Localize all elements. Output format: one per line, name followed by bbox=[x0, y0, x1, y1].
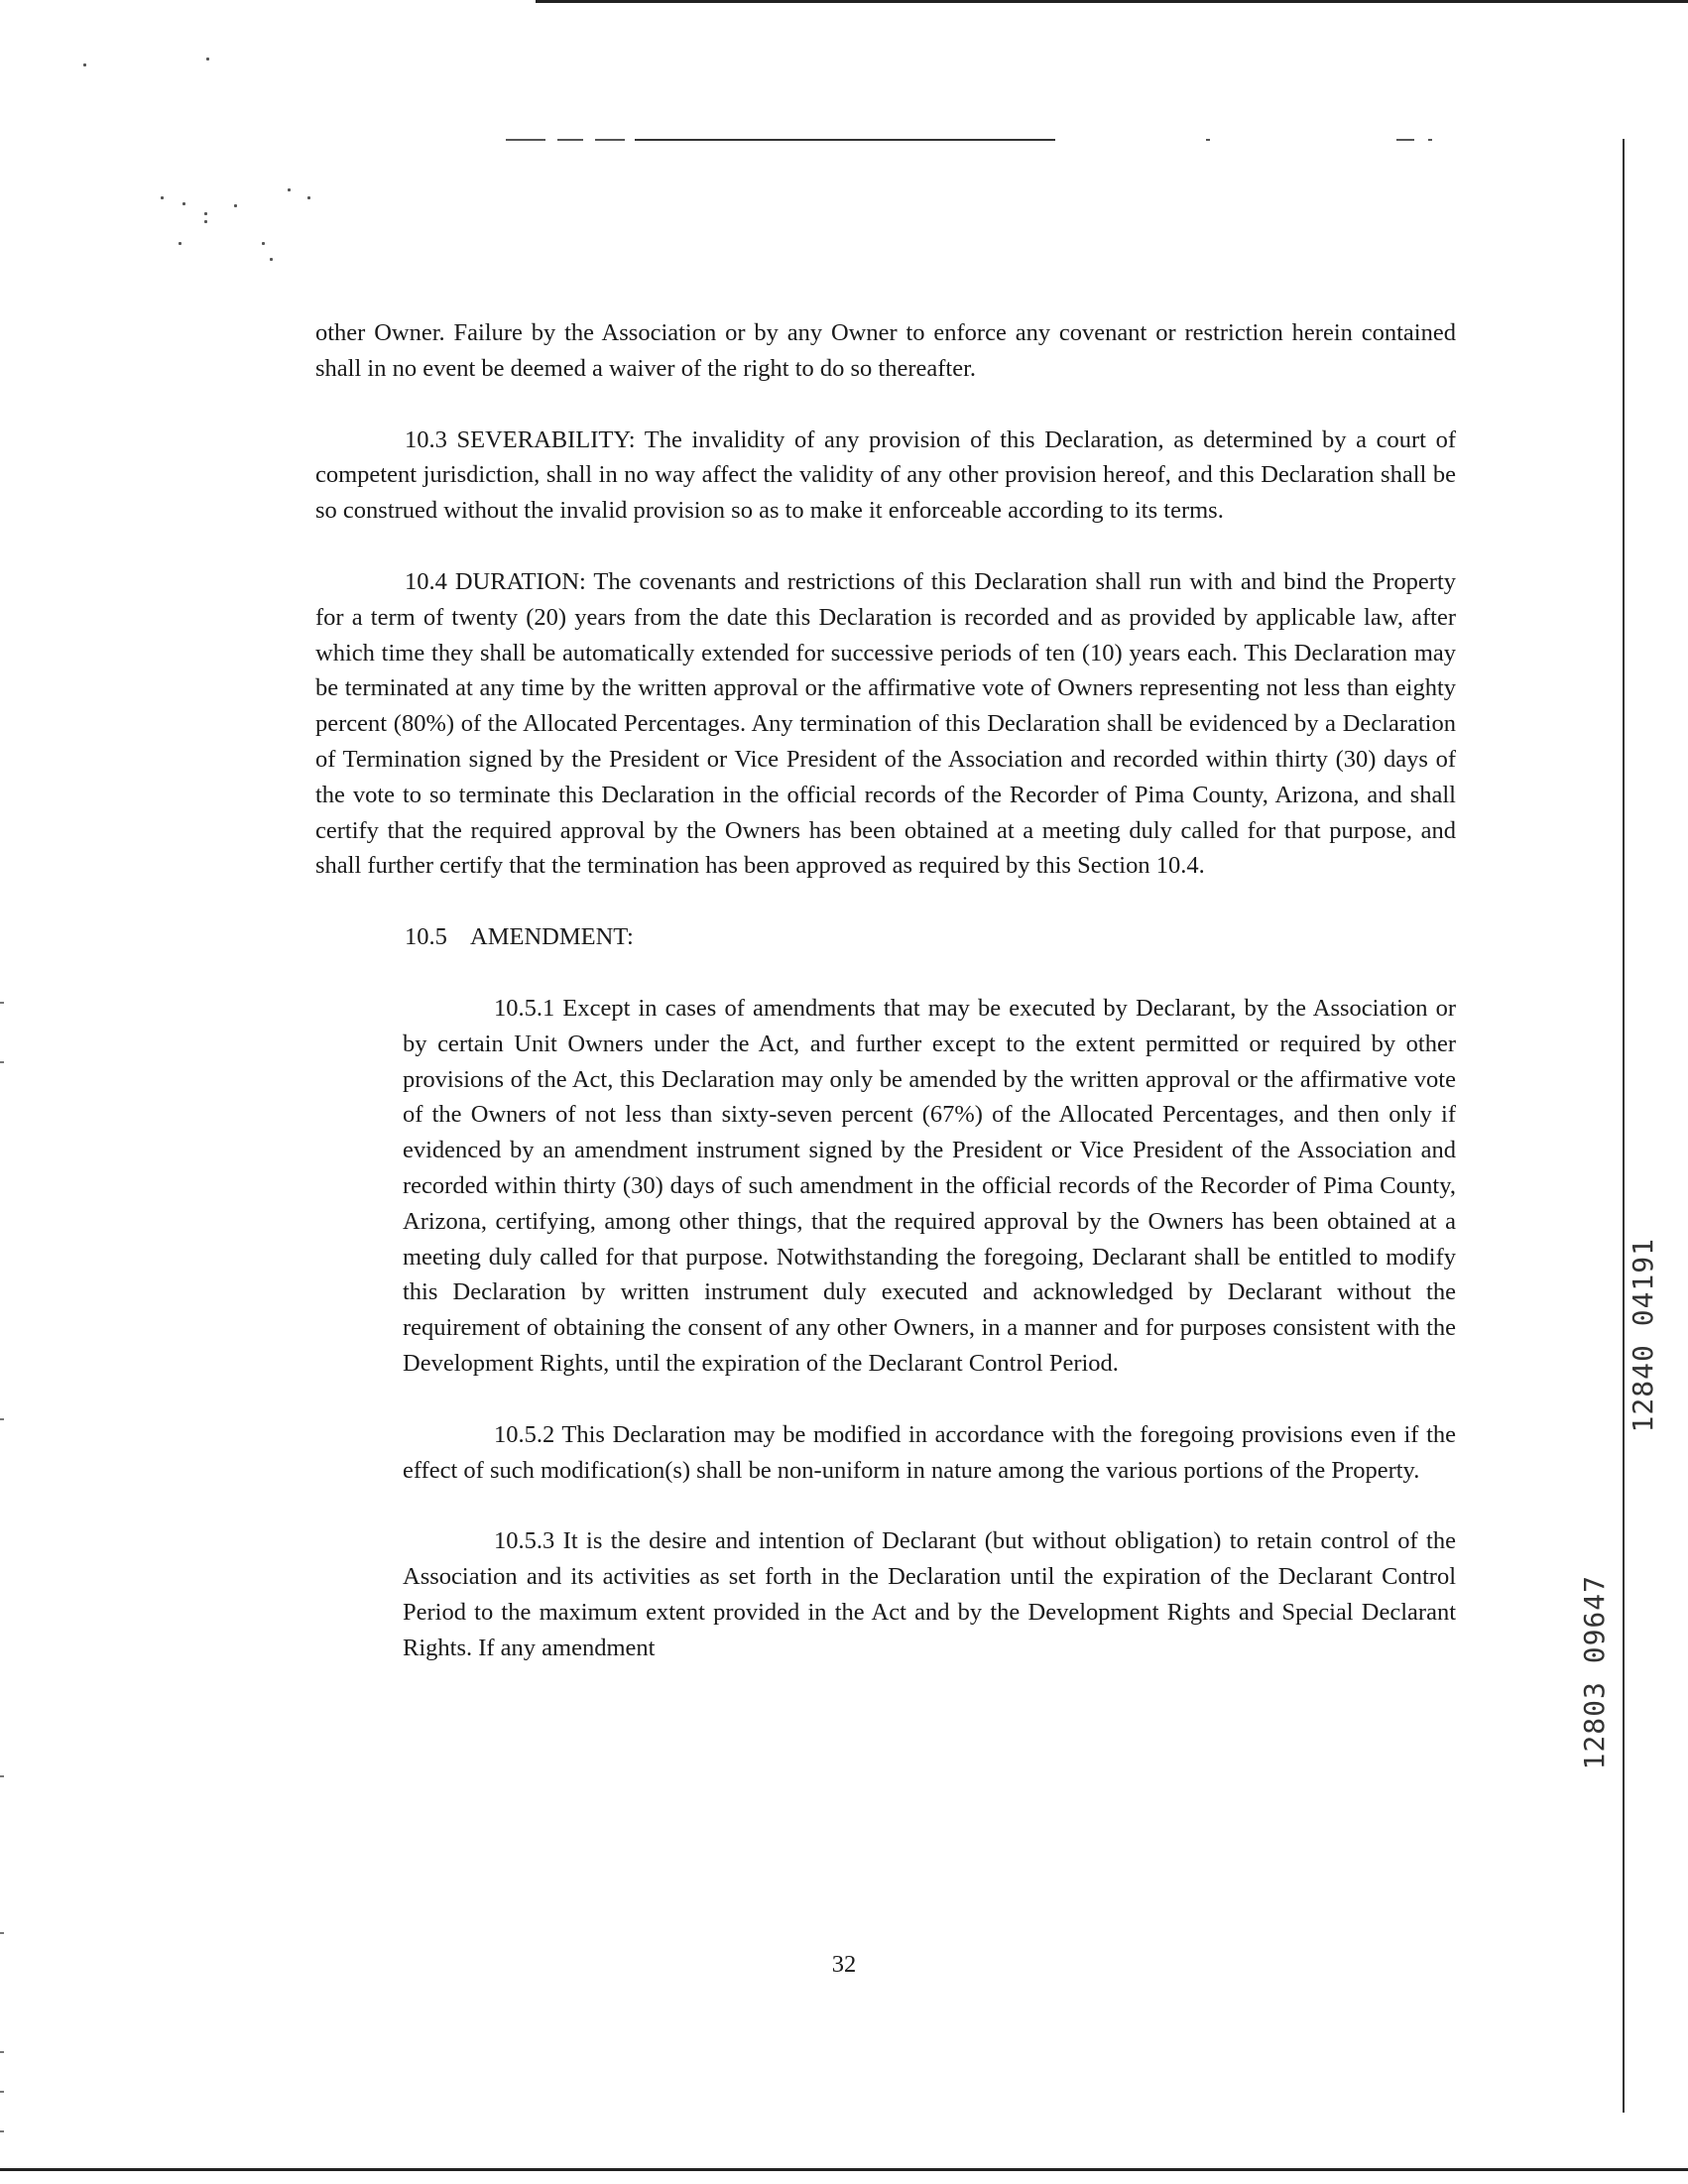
header-rule-dash bbox=[1428, 139, 1432, 141]
header-rule bbox=[635, 139, 1055, 141]
scan-speck bbox=[161, 196, 164, 199]
scan-speck bbox=[234, 204, 237, 207]
header-rule-dash bbox=[1396, 139, 1414, 141]
section-10-5-1: 10.5.1 Except in cases of amendments that may be executed by Declarant, by the Association or by certain Unit Owners under the Act, and further except to the extent permitted or required by other provisions of the Act, this Declaration may only be amended by the written approval or the affirmative vote of the Owners of not less than sixty-seven percent (67%) of the Allocated Percentages, and then only if evidenced by an amendment instrument signed by the President or Vice President of the Association and recorded within thirty (30) days of such amendment in the official records of the Recorder of Pima County, Arizona, certifying, among other things, that the required approval by the Owners has been obtained at a meeting duly called for that purpose. Notwithstanding the foregoing, Declarant shall be entitled to modify this Declaration by written instrument duly executed and acknowledged by Declarant without the requirement of obtaining the consent of any other Owners, in a manner and for purposes consistent with the Development Rights, until the expiration of the Declarant Control Period. bbox=[403, 994, 1456, 1377]
recording-stamp-2: 12803 09647 bbox=[1578, 1575, 1611, 1770]
page-number: 32 bbox=[831, 1951, 857, 1978]
scan-speck bbox=[270, 258, 273, 261]
header-rule-dash bbox=[506, 139, 545, 141]
section-10-3-severability: 10.3 SEVERABILITY: The invalidity of any provision of this Declaration, as determined by a court of competent jurisdiction, shall in no way affect the validity of any other provision hereof, and this Declaration shall be so construed without the invalid provision so as to make it enforceable according to its terms. bbox=[315, 425, 1456, 525]
scan-speck bbox=[204, 212, 207, 215]
scan-speck bbox=[83, 63, 86, 66]
scan-speck bbox=[206, 58, 209, 61]
header-rule-dash bbox=[1206, 139, 1210, 141]
section-10-5-2: 10.5.2 This Declaration may be modified in accordance with the foregoing provisions even if the effect of such modification(s) shall be non-uniform in nature among the various portions of the Property. bbox=[403, 1420, 1456, 1484]
bottom-scan-edge bbox=[0, 2168, 1688, 2171]
section-10-4-duration: 10.4 DURATION: The covenants and restrictions of this Declaration shall run with and bind the Property for a term of twenty (20) years from the date this Declaration is recorded and as provided by applicable law, after which time they shall be automatically extended for successive periods of ten (10) years each. This Declaration may be terminated at any time by the written approval or the affirmative vote of Owners representing not less than eighty percent (80%) of the Allocated Percentages. Any termination of this Declaration shall be evidenced by a Declaration of Termination signed by the President or Vice President of the Association and recorded within thirty (30) days of the vote to so terminate this Declaration in the official records of the Recorder of Pima County, Arizona, and shall certify that the required approval by the Owners has been obtained at a meeting duly called for that purpose, and shall further certify that the termination has been approved as required by this Section 10.4. bbox=[315, 567, 1456, 880]
header-rule-dash bbox=[595, 139, 625, 141]
section-10-5-3: 10.5.3 It is the desire and intention of Declarant (but without obligation) to retain control of the Association and its activities as set forth in the Declaration until the expiration of the Declarant Control Period to the maximum extent provided in the Act and by the Development Rights and Special Declarant Rights. If any amendment bbox=[403, 1527, 1456, 1661]
scan-speck bbox=[182, 202, 185, 205]
scan-speck bbox=[204, 220, 207, 223]
scan-speck bbox=[179, 242, 181, 245]
paragraph-continuation: other Owner. Failure by the Association or by any Owner to enforce any covenant or restriction herein contained shall in no event be deemed a waiver of the right to do so thereafter. bbox=[315, 319, 1456, 382]
document-body bbox=[315, 315, 1456, 1666]
scan-speck bbox=[307, 196, 310, 199]
top-scan-edge bbox=[536, 0, 1688, 3]
scan-speck bbox=[288, 188, 291, 191]
header-rule-dash bbox=[557, 139, 583, 141]
section-10-5-amendment-heading: 10.5 AMENDMENT: bbox=[405, 923, 634, 951]
right-margin-rule bbox=[1623, 139, 1625, 2113]
scan-speck bbox=[262, 242, 265, 245]
recording-stamp-1: 12840 04191 bbox=[1627, 1238, 1659, 1433]
